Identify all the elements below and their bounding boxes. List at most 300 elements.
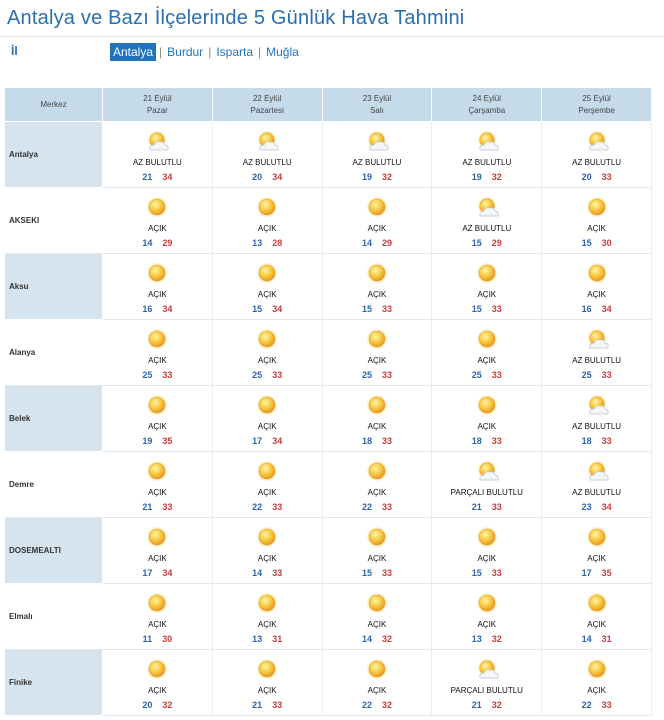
max-temperature: 32 (491, 700, 502, 710)
sun-icon (146, 394, 168, 416)
city-name: Demre (5, 452, 103, 518)
sun-icon (586, 592, 608, 614)
weather-condition: AÇIK (257, 554, 277, 563)
weather-condition: AÇIK (587, 686, 606, 695)
weather-condition: PARÇALI BULUTLU (450, 686, 523, 695)
min-temperature: 20 (142, 700, 153, 710)
min-temperature: 21 (471, 700, 482, 710)
weather-condition: AÇIK (148, 554, 167, 563)
sun-icon (256, 328, 278, 350)
weather-condition: AÇIK (148, 224, 167, 233)
weather-condition: AÇIK (367, 422, 387, 431)
min-temperature: 16 (142, 304, 153, 314)
partly-cloudy-icon (256, 130, 278, 152)
temperature-range (213, 370, 322, 380)
temperature-range (323, 304, 432, 314)
temperature-range (103, 568, 212, 578)
header-date: 25 Eylül (582, 93, 611, 103)
forecast-cell (432, 320, 542, 386)
min-temperature: 15 (471, 238, 482, 248)
temperature-range (103, 700, 212, 710)
min-temperature: 17 (581, 568, 592, 578)
min-temperature: 25 (252, 370, 263, 380)
city-name: DOSEMEALTI (5, 518, 103, 584)
forecast-cell (432, 122, 542, 188)
min-temperature: 14 (361, 238, 372, 248)
sun-icon (476, 394, 498, 416)
max-temperature: 30 (601, 238, 612, 248)
min-temperature: 25 (581, 370, 592, 380)
header-weekday: Pazartesi (250, 105, 284, 115)
forecast-cell (542, 386, 652, 452)
sun-icon (476, 328, 498, 350)
weather-condition: AÇIK (148, 686, 167, 695)
header-day (432, 88, 542, 122)
temperature-range (542, 568, 651, 578)
province-tab-burdur[interactable]: Burdur (167, 45, 204, 59)
weather-condition: AZ BULUTLU (462, 158, 512, 167)
forecast-cell (542, 188, 652, 254)
sun-icon (256, 196, 278, 218)
max-temperature: 29 (381, 238, 392, 248)
header-day (323, 88, 433, 122)
forecast-cell (213, 188, 323, 254)
sun-icon (476, 592, 498, 614)
max-temperature: 34 (162, 568, 173, 578)
sun-icon (146, 526, 168, 548)
province-tab-isparta[interactable]: Isparta (216, 45, 253, 59)
forecast-cell (542, 320, 652, 386)
forecast-cell (103, 386, 213, 452)
header-merkez: Merkez (5, 88, 103, 122)
header-weekday: Çarşamba (468, 105, 506, 115)
temperature-range (432, 436, 541, 446)
min-temperature: 13 (471, 634, 482, 644)
forecast-cell (432, 518, 542, 584)
weather-condition: AÇIK (367, 554, 387, 563)
sun-icon (366, 526, 388, 548)
min-temperature: 14 (581, 634, 592, 644)
weather-condition: AÇIK (587, 620, 606, 629)
max-temperature: 35 (162, 436, 173, 446)
forecast-cell (542, 584, 652, 650)
max-temperature: 33 (601, 700, 612, 710)
temperature-range (213, 568, 322, 578)
max-temperature: 33 (381, 568, 392, 578)
weather-condition: AZ BULUTLU (352, 158, 402, 167)
max-temperature: 29 (162, 238, 173, 248)
min-temperature: 14 (142, 238, 153, 248)
city-name: Antalya (5, 122, 103, 188)
province-tab-mugla[interactable]: Muğla (266, 45, 299, 59)
temperature-range (323, 568, 432, 578)
forecast-cell (213, 320, 323, 386)
weather-condition: AÇIK (367, 224, 387, 233)
max-temperature: 33 (601, 370, 612, 380)
min-temperature: 16 (581, 304, 592, 314)
forecast-cell (432, 452, 542, 518)
title-divider (0, 36, 664, 37)
header-date: 24 Eylül (472, 93, 502, 103)
sun-icon (366, 328, 388, 350)
temperature-range (213, 436, 322, 446)
temperature-range (323, 634, 432, 644)
forecast-cell (213, 254, 323, 320)
temperature-range (542, 634, 651, 644)
temperature-range (103, 634, 212, 644)
sun-icon (366, 394, 388, 416)
sun-icon (256, 526, 278, 548)
temperature-range (103, 370, 212, 380)
temperature-range (323, 172, 432, 182)
weather-condition: AÇIK (367, 620, 387, 629)
temperature-range (323, 502, 432, 512)
max-temperature: 34 (601, 304, 612, 314)
forecast-cell (213, 122, 323, 188)
forecast-cell (103, 452, 213, 518)
city-name: Alanya (5, 320, 103, 386)
sun-icon (146, 460, 168, 482)
max-temperature: 32 (491, 634, 502, 644)
tab-separator: | (258, 45, 262, 59)
temperature-range (103, 436, 212, 446)
temperature-range (432, 172, 541, 182)
forecast-cell (323, 320, 433, 386)
city-name: Elmalı (5, 584, 103, 650)
min-temperature: 19 (471, 172, 482, 182)
sun-icon (256, 394, 278, 416)
weather-condition: AÇIK (257, 356, 277, 365)
sun-icon (146, 196, 168, 218)
weather-condition: AÇIK (477, 554, 497, 563)
min-temperature: 25 (471, 370, 482, 380)
city-name: Belek (5, 386, 103, 452)
min-temperature: 21 (252, 700, 263, 710)
min-temperature: 19 (361, 172, 372, 182)
partly-cloudy-icon (586, 130, 608, 152)
min-temperature: 19 (142, 436, 153, 446)
header-day (542, 88, 652, 122)
partly-cloudy-icon (146, 130, 168, 152)
weather-condition: AÇIK (257, 620, 277, 629)
min-temperature: 22 (361, 700, 372, 710)
max-temperature: 35 (601, 568, 612, 578)
temperature-range (103, 238, 212, 248)
header-date: 21 Eylül (143, 93, 172, 103)
weather-condition: AÇIK (148, 422, 167, 431)
max-temperature: 31 (601, 634, 612, 644)
temperature-range (213, 172, 322, 182)
min-temperature: 15 (252, 304, 263, 314)
max-temperature: 33 (162, 502, 173, 512)
temperature-range (542, 436, 651, 446)
max-temperature: 34 (601, 502, 612, 512)
forecast-cell (542, 254, 652, 320)
weather-condition: PARÇALI BULUTLU (450, 488, 523, 497)
weather-condition: AÇIK (367, 488, 387, 497)
weather-condition: AÇIK (367, 356, 387, 365)
weather-condition: AÇIK (367, 686, 387, 695)
weather-condition: AÇIK (148, 290, 167, 299)
forecast-cell (323, 254, 433, 320)
city-name: Finike (5, 650, 103, 716)
min-temperature: 22 (581, 700, 592, 710)
forecast-cell (213, 650, 323, 716)
forecast-cell (432, 584, 542, 650)
header-weekday: Salı (370, 105, 384, 115)
temperature-range (432, 568, 541, 578)
min-temperature: 11 (142, 634, 153, 644)
forecast-cell (323, 188, 433, 254)
max-temperature: 32 (381, 634, 392, 644)
min-temperature: 15 (581, 238, 592, 248)
partly-cloudy-icon (586, 460, 608, 482)
weather-condition: AZ BULUTLU (572, 422, 622, 431)
forecast-cell (103, 650, 213, 716)
forecast-cell (323, 386, 433, 452)
max-temperature: 33 (272, 700, 283, 710)
partly-cloudy-icon (476, 130, 498, 152)
sun-icon (586, 262, 608, 284)
city-name: Aksu (5, 254, 103, 320)
partly-cloudy-icon (476, 658, 498, 680)
forecast-cell (213, 518, 323, 584)
weather-condition: AÇIK (148, 356, 167, 365)
temperature-range (542, 502, 651, 512)
page-title: Antalya ve Bazı İlçelerinde 5 Günlük Hava Tahmini (7, 7, 465, 29)
temperature-range (432, 502, 541, 512)
forecast-cell (542, 122, 652, 188)
forecast-cell (213, 584, 323, 650)
temperature-range (432, 238, 541, 248)
weather-condition: AÇIK (477, 422, 497, 431)
forecast-cell (323, 122, 433, 188)
forecast-cell (103, 320, 213, 386)
max-temperature: 28 (272, 238, 283, 248)
min-temperature: 15 (361, 304, 372, 314)
min-temperature: 15 (471, 304, 482, 314)
max-temperature: 33 (491, 502, 502, 512)
temperature-range (432, 634, 541, 644)
temperature-range (213, 700, 322, 710)
weather-condition: AÇIK (587, 224, 606, 233)
max-temperature: 33 (381, 304, 392, 314)
tab-separator: | (208, 45, 212, 59)
sun-icon (586, 658, 608, 680)
max-temperature: 32 (491, 172, 502, 182)
temperature-range (542, 172, 651, 182)
weather-condition: AÇIK (587, 554, 606, 563)
partly-cloudy-icon (586, 328, 608, 350)
temperature-range (432, 304, 541, 314)
min-temperature: 25 (361, 370, 372, 380)
forecast-cell (432, 650, 542, 716)
partly-cloudy-icon (586, 394, 608, 416)
max-temperature: 31 (272, 634, 283, 644)
forecast-cell (103, 254, 213, 320)
min-temperature: 18 (581, 436, 592, 446)
weather-condition: AÇIK (257, 290, 277, 299)
sun-icon (146, 328, 168, 350)
temperature-range (103, 304, 212, 314)
temperature-range (213, 502, 322, 512)
sun-icon (366, 262, 388, 284)
min-temperature: 13 (252, 634, 263, 644)
weather-condition: AZ BULUTLU (132, 158, 182, 167)
temperature-range (323, 238, 432, 248)
max-temperature: 33 (601, 172, 612, 182)
weather-condition: AÇIK (477, 620, 497, 629)
weather-condition: AÇIK (257, 422, 277, 431)
max-temperature: 33 (162, 370, 173, 380)
forecast-cell (323, 584, 433, 650)
max-temperature: 34 (162, 172, 173, 182)
temperature-range (323, 370, 432, 380)
max-temperature: 32 (162, 700, 173, 710)
max-temperature: 33 (491, 568, 502, 578)
max-temperature: 33 (272, 502, 283, 512)
max-temperature: 33 (381, 370, 392, 380)
temperature-range (103, 502, 212, 512)
min-temperature: 18 (471, 436, 482, 446)
max-temperature: 33 (601, 436, 612, 446)
province-tab-antalya[interactable]: Antalya (110, 43, 156, 61)
forecast-cell (323, 452, 433, 518)
forecast-cell (323, 518, 433, 584)
weather-condition: AÇIK (257, 224, 277, 233)
sun-icon (366, 592, 388, 614)
temperature-range (432, 700, 541, 710)
min-temperature: 13 (252, 238, 263, 248)
forecast-cell (542, 518, 652, 584)
min-temperature: 20 (252, 172, 263, 182)
max-temperature: 34 (272, 304, 283, 314)
sun-icon (476, 526, 498, 548)
min-temperature: 21 (142, 172, 153, 182)
temperature-range (542, 700, 651, 710)
forecast-cell (103, 584, 213, 650)
weather-condition: AÇIK (587, 290, 606, 299)
temperature-range (103, 172, 212, 182)
max-temperature: 34 (272, 172, 283, 182)
max-temperature: 33 (381, 502, 392, 512)
sun-icon (366, 658, 388, 680)
sun-icon (586, 526, 608, 548)
max-temperature: 34 (272, 436, 283, 446)
min-temperature: 17 (252, 436, 263, 446)
sun-icon (146, 262, 168, 284)
partly-cloudy-icon (366, 130, 388, 152)
min-temperature: 17 (142, 568, 153, 578)
forecast-table (5, 88, 652, 716)
forecast-cell (432, 386, 542, 452)
min-temperature: 21 (142, 502, 153, 512)
province-tabs (110, 43, 301, 61)
weather-condition: AÇIK (257, 686, 277, 695)
min-temperature: 15 (361, 568, 372, 578)
header-weekday: Pazar (146, 105, 168, 115)
min-temperature: 21 (471, 502, 482, 512)
weather-condition: AZ BULUTLU (462, 224, 512, 233)
temperature-range (323, 436, 432, 446)
max-temperature: 33 (491, 436, 502, 446)
forecast-cell (542, 452, 652, 518)
forecast-cell (103, 122, 213, 188)
weather-condition: AZ BULUTLU (572, 488, 622, 497)
header-date: 22 Eylül (252, 93, 282, 103)
sun-icon (146, 592, 168, 614)
weather-condition: AÇIK (477, 290, 497, 299)
max-temperature: 33 (491, 304, 502, 314)
sun-icon (366, 460, 388, 482)
forecast-cell (213, 452, 323, 518)
max-temperature: 33 (272, 568, 283, 578)
temperature-range (542, 238, 651, 248)
min-temperature: 25 (142, 370, 153, 380)
forecast-cell (213, 386, 323, 452)
min-temperature: 20 (581, 172, 592, 182)
weather-condition: AÇIK (257, 488, 277, 497)
temperature-range (213, 634, 322, 644)
max-temperature: 33 (491, 370, 502, 380)
min-temperature: 14 (361, 634, 372, 644)
forecast-cell (542, 650, 652, 716)
partly-cloudy-icon (476, 196, 498, 218)
weather-condition: AZ BULUTLU (242, 158, 292, 167)
sun-icon (146, 658, 168, 680)
max-temperature: 34 (162, 304, 173, 314)
forecast-cell (323, 650, 433, 716)
min-temperature: 22 (361, 502, 372, 512)
max-temperature: 33 (272, 370, 283, 380)
temperature-range (213, 238, 322, 248)
sun-icon (256, 658, 278, 680)
max-temperature: 29 (491, 238, 502, 248)
weather-condition: AÇIK (148, 488, 167, 497)
header-day (103, 88, 213, 122)
min-temperature: 18 (361, 436, 372, 446)
forecast-cell (432, 254, 542, 320)
forecast-cell (432, 188, 542, 254)
sun-icon (586, 196, 608, 218)
temperature-range (542, 370, 651, 380)
min-temperature: 23 (581, 502, 592, 512)
max-temperature: 32 (381, 700, 392, 710)
sun-icon (256, 460, 278, 482)
weather-condition: AZ BULUTLU (572, 356, 622, 365)
tab-separator: | (159, 45, 163, 59)
sun-icon (256, 592, 278, 614)
sun-icon (366, 196, 388, 218)
weather-condition: AÇIK (367, 290, 387, 299)
min-temperature: 15 (471, 568, 482, 578)
temperature-range (323, 700, 432, 710)
min-temperature: 22 (252, 502, 263, 512)
header-weekday: Perşembe (578, 105, 615, 115)
max-temperature: 30 (162, 634, 173, 644)
temperature-range (213, 304, 322, 314)
province-label: İl (11, 44, 18, 58)
max-temperature: 33 (381, 436, 392, 446)
weather-condition: AÇIK (148, 620, 167, 629)
partly-cloudy-icon (476, 460, 498, 482)
header-date: 23 Eylül (362, 93, 392, 103)
forecast-cell (103, 518, 213, 584)
min-temperature: 14 (252, 568, 263, 578)
sun-icon (476, 262, 498, 284)
temperature-range (542, 304, 651, 314)
header-day (213, 88, 323, 122)
